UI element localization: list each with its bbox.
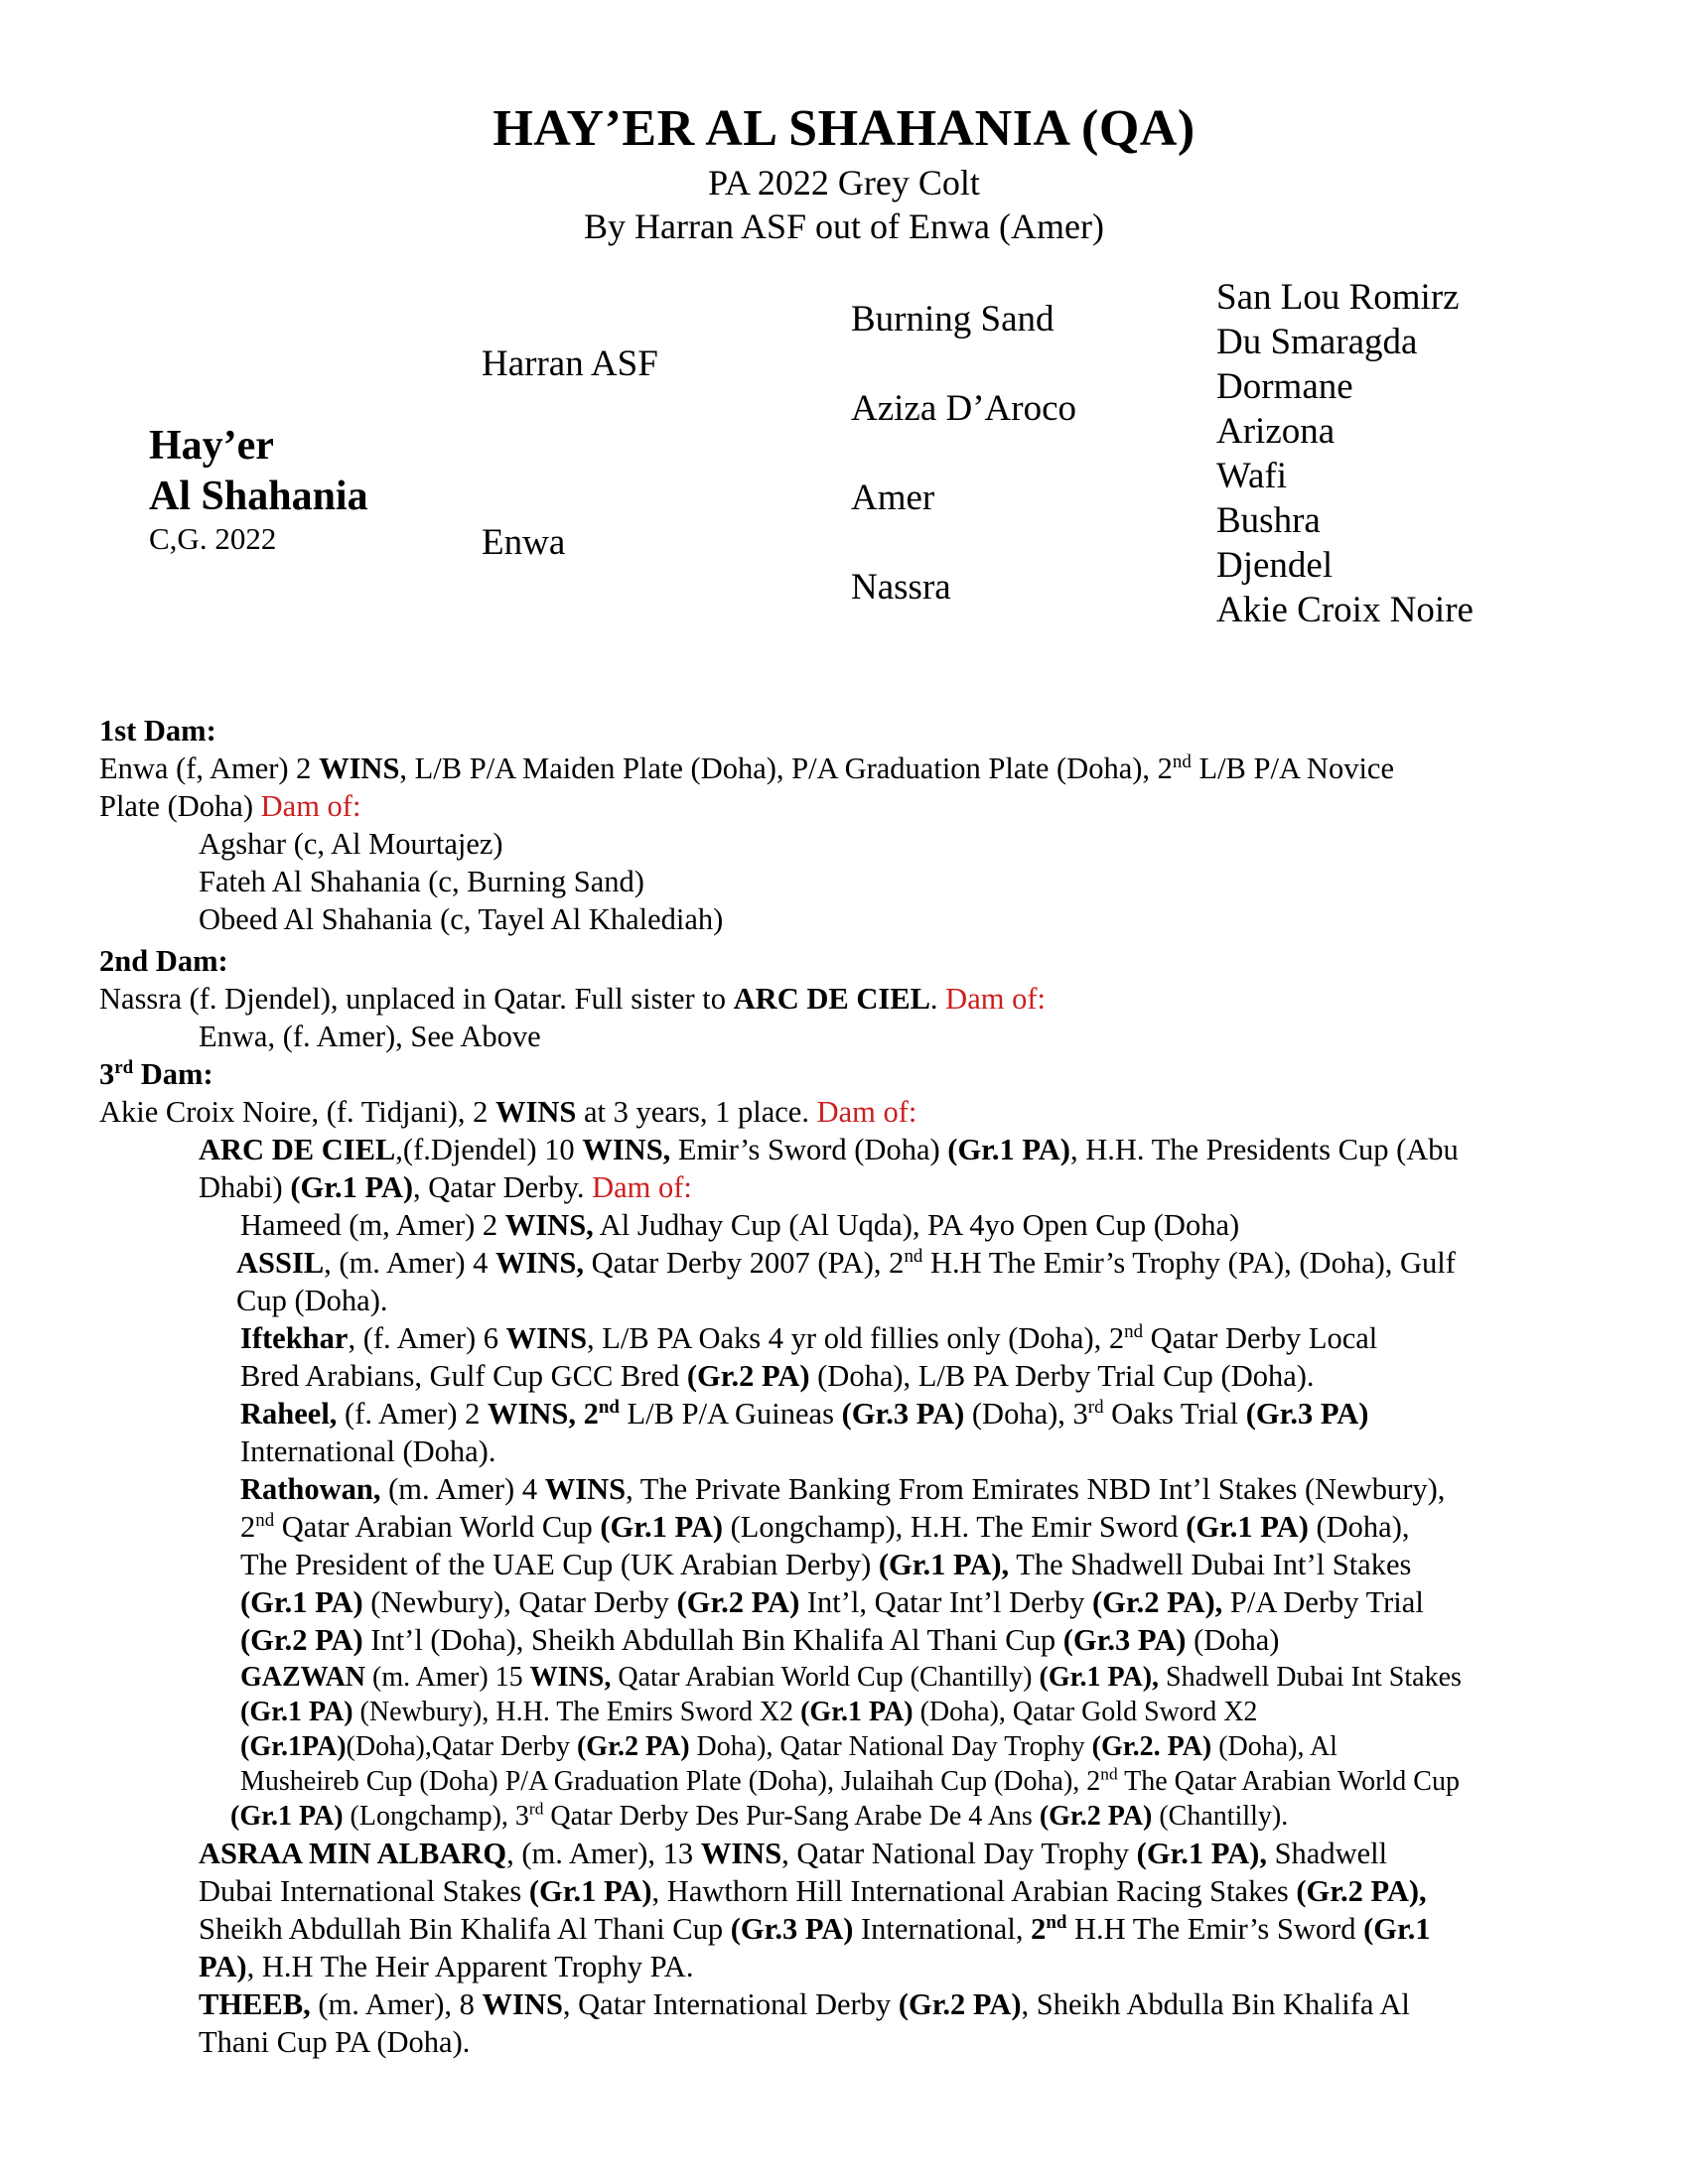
list-item: Hameed (m, Amer) 2 WINS, Al Judhay Cup (Al Uqda), PA 4yo Open Cup (Doha): [240, 1208, 1240, 1242]
list-item: ASSIL, (m. Amer) 4 WINS, Qatar Derby 2007 (PA), 2nd H.H The Emir’s Trophy (PA), (Doha), Gulf: [236, 1245, 1456, 1280]
dam-of-label: Dam of:: [816, 1095, 917, 1129]
list-item-cont: Cup (Doha).: [236, 1284, 388, 1317]
list-item-cont: Dhabi) (Gr.1 PA), Qatar Derby. Dam of:: [199, 1170, 692, 1204]
list-item-cont: Sheikh Abdullah Bin Khalifa Al Thani Cup (Gr.3 PA) International, 2nd H.H The Emir’s Sword (Gr.1: [199, 1911, 1431, 1946]
list-item-cont: (Gr.1PA)(Doha),Qatar Derby (Gr.2 PA) Doha), Qatar National Day Trophy (Gr.2. PA) (Doha), Al: [240, 1731, 1337, 1762]
second-dam-intro: Nassra (f. Djendel), unplaced in Qatar. Full sister to ARC DE CIEL. Dam of:: [99, 982, 1046, 1016]
second-dam-heading: 2nd Dam:: [99, 944, 228, 978]
horse-name-line2: Al Shahania: [149, 474, 368, 519]
pedigree-grandparent: Nassra: [851, 567, 951, 608]
pedigree-great-grandparent: San Lou Romirz: [1216, 277, 1460, 318]
list-item-cont: (Gr.2 PA) Int’l (Doha), Sheikh Abdullah Bin Khalifa Al Thani Cup (Gr.3 PA) (Doha): [240, 1623, 1280, 1657]
pedigree-great-grandparent: Akie Croix Noire: [1216, 590, 1474, 630]
pedigree-great-grandparent: Wafi: [1216, 456, 1287, 496]
dam-of-label: Dam of:: [592, 1170, 692, 1204]
pedigree-great-grandparent: Dormane: [1216, 366, 1353, 407]
list-item: Fateh Al Shahania (c, Burning Sand): [199, 865, 644, 898]
pedigree-great-grandparent: Arizona: [1216, 411, 1336, 452]
third-dam-intro: Akie Croix Noire, (f. Tidjani), 2 WINS at 3 years, 1 place. Dam of:: [99, 1095, 917, 1129]
list-item-cont: Dubai International Stakes (Gr.1 PA), Hawthorn Hill International Arabian Racing Stakes (Gr.2 PA),: [199, 1874, 1427, 1908]
dam-of-label: Dam of:: [260, 789, 361, 823]
pedigree-great-grandparent: Du Smaragda: [1216, 322, 1418, 362]
pedigree-great-grandparent: Djendel: [1216, 545, 1334, 586]
list-item-cont: PA), H.H The Heir Apparent Trophy PA.: [199, 1950, 694, 1983]
list-item-cont: Musheireb Cup (Doha) P/A Graduation Plate (Doha), Julaihah Cup (Doha), 2nd The Qatar Arabian World Cup: [240, 1764, 1460, 1797]
list-item: Enwa, (f. Amer), See Above: [199, 1020, 541, 1053]
list-item: GAZWAN (m. Amer) 15 WINS, Qatar Arabian World Cup (Chantilly) (Gr.1 PA), Shadwell Dubai Int Stakes: [240, 1662, 1462, 1693]
list-item: Obeed Al Shahania (c, Tayel Al Khalediah): [199, 902, 724, 936]
document-subtitle-parentage: By Harran ASF out of Enwa (Amer): [584, 206, 1104, 246]
list-item: ASRAA MIN ALBARQ, (m. Amer), 13 WINS, Qatar National Day Trophy (Gr.1 PA), Shadwell: [199, 1837, 1388, 1870]
list-item: THEEB, (m. Amer), 8 WINS, Qatar International Derby (Gr.2 PA), Sheikh Abdulla Bin Khalifa Al: [199, 1987, 1410, 2021]
list-item-cont: (Gr.1 PA) (Longchamp), 3rd Qatar Derby Des Pur-Sang Arabe De 4 Ans (Gr.2 PA) (Chantilly).: [230, 1799, 1289, 1832]
pedigree-dam: Enwa: [482, 522, 566, 563]
list-item: Agshar (c, Al Mourtajez): [199, 827, 503, 861]
pedigree-great-grandparent: Bushra: [1216, 500, 1321, 541]
pedigree-grandparent: Amer: [851, 478, 935, 518]
produce-record: [99, 712, 1609, 2061]
document-subtitle-breed: PA 2022 Grey Colt: [708, 163, 980, 203]
third-dam-heading: 3rd Dam:: [99, 1056, 213, 1091]
list-item-cont: 2nd Qatar Arabian World Cup (Gr.1 PA) (Longchamp), H.H. The Emir Sword (Gr.1 PA) (Doha),: [240, 1509, 1410, 1544]
list-item: Rathowan, (m. Amer) 4 WINS, The Private Banking From Emirates NBD Int’l Stakes (Newbury),: [240, 1472, 1446, 1506]
list-item-cont: Bred Arabians, Gulf Cup GCC Bred (Gr.2 PA) (Doha), L/B PA Derby Trial Cup (Doha).: [240, 1359, 1315, 1393]
pedigree-sire: Harran ASF: [482, 343, 658, 384]
document-title: HAY’ER AL SHAHANIA (QA): [492, 100, 1196, 157]
dam-of-label: Dam of:: [945, 982, 1046, 1016]
pedigree-grandparent: Aziza D’Aroco: [851, 388, 1077, 429]
list-item: Raheel, (f. Amer) 2 WINS, 2nd L/B P/A Guineas (Gr.3 PA) (Doha), 3rd Oaks Trial (Gr.3 PA): [240, 1396, 1369, 1431]
horse-name-line1: Hay’er: [149, 423, 274, 469]
list-item: Iftekhar, (f. Amer) 6 WINS, L/B PA Oaks 4 yr old fillies only (Doha), 2nd Qatar Derby Local: [240, 1320, 1378, 1355]
list-item-cont: (Gr.1 PA) (Newbury), H.H. The Emirs Sword X2 (Gr.1 PA) (Doha), Qatar Gold Sword X2: [240, 1697, 1258, 1727]
list-item: ARC DE CIEL,(f.Djendel) 10 WINS, Emir’s Sword (Doha) (Gr.1 PA), H.H. The Presidents Cup (Abu: [199, 1133, 1459, 1166]
horse-info: C,G. 2022: [149, 521, 277, 556]
first-dam-heading: 1st Dam:: [99, 714, 216, 748]
first-dam-intro-cont: Plate (Doha) Dam of:: [99, 789, 361, 823]
pedigree-grandparent: Burning Sand: [851, 299, 1055, 340]
list-item-cont: (Gr.1 PA) (Newbury), Qatar Derby (Gr.2 PA) Int’l, Qatar Int’l Derby (Gr.2 PA), P/A Derby Trial: [240, 1585, 1424, 1619]
pedigree-chart: [0, 0, 1688, 695]
first-dam-intro: Enwa (f, Amer) 2 WINS, L/B P/A Maiden Plate (Doha), P/A Graduation Plate (Doha), 2nd L/B P/A Novice: [99, 751, 1394, 785]
list-item-cont: The President of the UAE Cup (UK Arabian Derby) (Gr.1 PA), The Shadwell Dubai Int’l Stakes: [240, 1548, 1412, 1581]
list-item-cont: Thani Cup PA (Doha).: [199, 2025, 471, 2059]
list-item-cont: International (Doha).: [240, 1434, 496, 1468]
